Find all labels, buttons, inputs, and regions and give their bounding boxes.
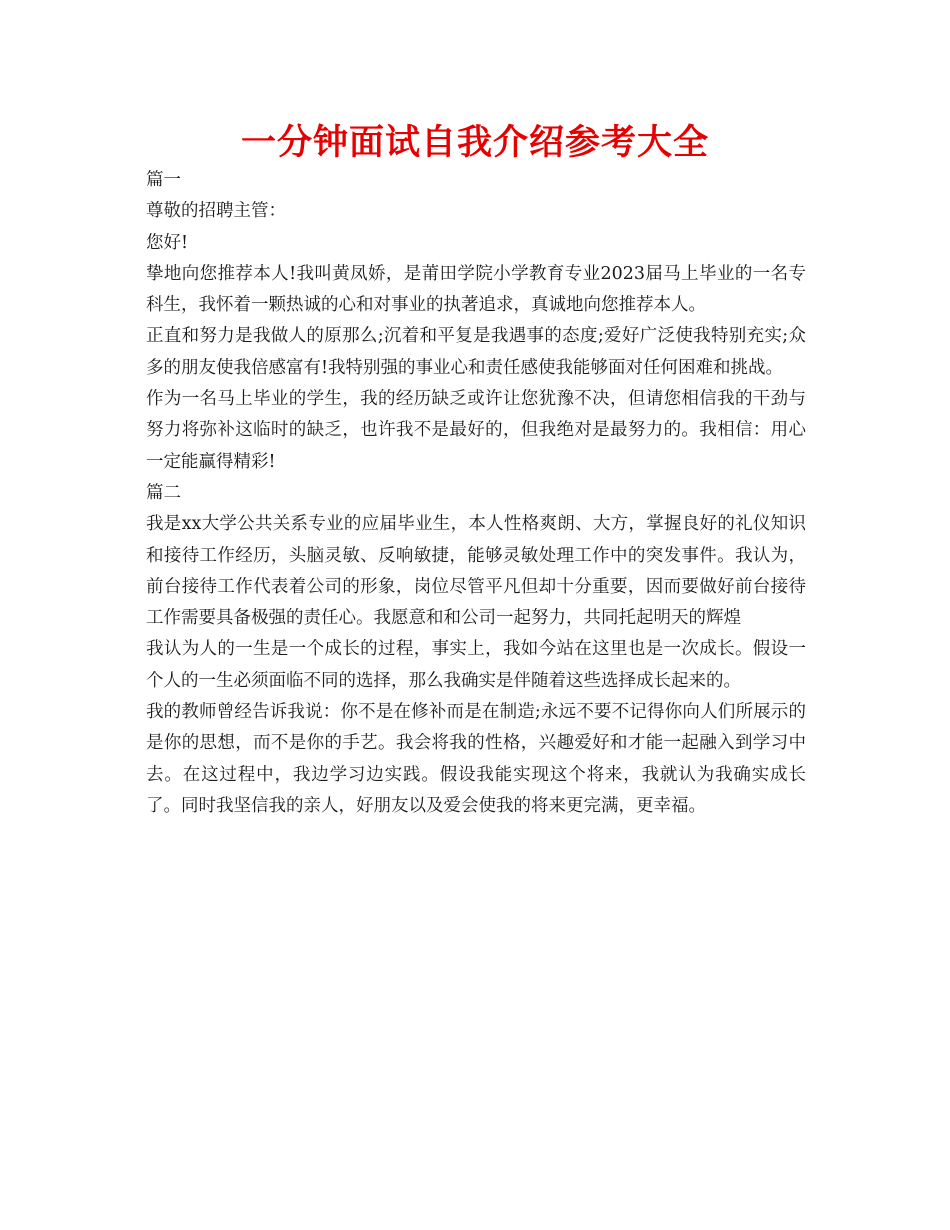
- document-body: [146, 165, 806, 822]
- section-heading-1: 篇一: [146, 170, 181, 190]
- paragraph: 正直和努力是我做人的原那么;沉着和平复是我遇事的态度;爱好广泛使我特别充实;众多的朋友使我倍感富有!我特别强的事业心和责任感使我能够面对任何困难和挑战。: [146, 326, 806, 378]
- paragraph: 作为一名马上毕业的学生，我的经历缺乏或许让您犹豫不决，但请您相信我的干劲与努力将弥补这临时的缺乏，也许我不是最好的，但我绝对是最努力的。我相信：用心一定能赢得精彩!: [146, 389, 806, 472]
- document-title: 一分钟面试自我介绍参考大全: [240, 123, 709, 163]
- salutation: 尊敬的招聘主管：: [146, 201, 286, 222]
- section-heading-2: 篇二: [146, 482, 181, 503]
- greeting: 您好!: [146, 232, 189, 253]
- paragraph: 挚地向您推荐本人!我叫黄凤娇，是莆田学院小学教育专业2023届马上毕业的一名专科生，我怀着一颗热诚的心和对事业的执著追求，真诚地向您推荐本人。: [146, 263, 806, 316]
- paragraph: 我的教师曾经告诉我说：你不是在修补而是在制造;永远不要不记得你向人们所展示的是你的思想，而不是你的手艺。我会将我的性格，兴趣爱好和才能一起融入到学习中去。在这过程中，我边学习边实践。假设我能实现这个将来，我就认为我确实成长了。同时我坚信我的亲人，好朋友以及爱会使我的将来更完满，更幸福。: [146, 702, 806, 816]
- paragraph: 我认为人的一生是一个成长的过程，事实上，我如今站在这里也是一次成长。假设一个人的一生必须面临不同的选择，那么我确实是伴随着这些选择成长起来的。: [146, 639, 806, 691]
- paragraph: 我是xx大学公共关系专业的应届毕业生，本人性格爽朗、大方，掌握良好的礼仪知识和接待工作经历，头脑灵敏、反响敏捷，能够灵敏处理工作中的突发事件。我认为，前台接待工作代表着公司的形象，岗位尽管平凡但却十分重要，因而要做好前台接待工作需要具备极强的责任心。我愿意和和公司一起努力，共同托起明天的辉煌: [146, 514, 806, 629]
